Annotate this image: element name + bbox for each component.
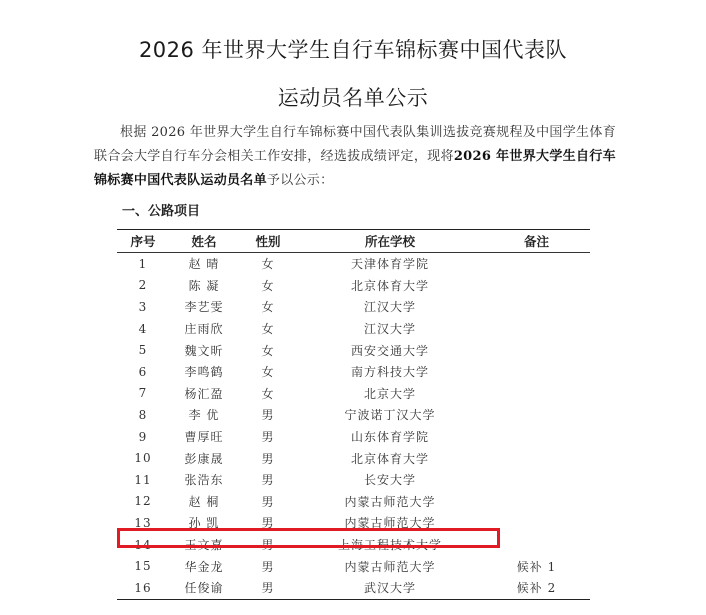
intro-text-part2: 予以公示： — [266, 173, 334, 188]
intro-text-bold: 2026 年世界大学生自行车锦标赛中国代表队运动员名单 — [94, 149, 616, 188]
athlete-note — [483, 318, 590, 340]
athlete-name: 华金龙 — [184, 559, 224, 574]
athlete-school: 武汉大学 — [297, 577, 483, 599]
row-number: 16 — [117, 577, 169, 599]
intro-text-part1: 根据 2026 年世界大学生自行车锦标赛中国代表队集训选拔竞赛规程及中国学生体育联合会大学自行车分会相关工作安排，经选拔成绩评定，现将 — [94, 125, 616, 164]
row-number: 7 — [138, 386, 148, 401]
athlete-note — [483, 447, 590, 469]
athlete-name: 赵 桐 — [188, 494, 220, 509]
athlete-gender: 女 — [261, 365, 275, 380]
table-row — [117, 339, 590, 361]
athlete-school: 内蒙古师范大学 — [344, 516, 436, 531]
row-number: 12 — [134, 494, 152, 509]
row-number: 2 — [138, 278, 148, 293]
athlete-school: 北京体育大学 — [350, 451, 429, 466]
row-number: 14 — [134, 537, 152, 552]
document-title-line2: 运动员名单公示 — [277, 86, 429, 110]
athlete-note — [483, 339, 590, 361]
table-row — [117, 447, 590, 469]
athlete-gender: 男 — [261, 538, 275, 553]
athlete-note — [483, 469, 590, 491]
header-name: 姓名 — [169, 230, 239, 253]
header-note: 备注 — [483, 230, 590, 253]
table-row — [117, 404, 590, 426]
athlete-school: 西安交通大学 — [350, 343, 429, 358]
athlete-name: 李艺雯 — [184, 300, 224, 315]
athlete-gender: 男 — [261, 559, 275, 574]
athlete-note — [483, 534, 590, 556]
athlete-gender: 男 — [261, 473, 275, 488]
athlete-school: 山东体育学院 — [350, 430, 429, 445]
athlete-name: 赵 晴 — [188, 257, 220, 272]
athlete-note — [483, 253, 590, 275]
document-title-line1: 2026 年世界大学生自行车锦标赛中国代表队 — [138, 38, 568, 62]
row-number: 15 — [134, 559, 152, 574]
table-row — [117, 426, 590, 448]
athlete-note: 候补 2 — [483, 577, 590, 599]
table-row — [117, 383, 590, 405]
athlete-gender: 男 — [261, 494, 275, 509]
athlete-name: 王文嘉 — [184, 538, 224, 553]
row-number: 5 — [138, 343, 148, 358]
athlete-gender: 女 — [261, 278, 275, 293]
athlete-gender: 女 — [261, 300, 275, 315]
athlete-gender: 男 — [239, 577, 297, 599]
athlete-gender: 女 — [261, 343, 275, 358]
athlete-name: 彭康晟 — [184, 451, 224, 466]
athlete-school: 江汉大学 — [363, 300, 416, 315]
row-number: 9 — [138, 429, 148, 444]
athlete-name: 李鸣鹤 — [184, 365, 224, 380]
athlete-name: 曹厚旺 — [184, 430, 224, 445]
athlete-name: 庄雨欣 — [184, 322, 224, 337]
roster-table-body — [117, 253, 590, 600]
row-number: 1 — [138, 256, 148, 271]
athlete-school: 北京大学 — [363, 386, 416, 401]
table-row — [117, 318, 590, 340]
table-row — [117, 275, 590, 297]
roster-table-header — [117, 230, 590, 253]
athlete-name: 魏文昕 — [184, 343, 224, 358]
row-number: 10 — [134, 451, 152, 466]
table-row — [117, 534, 590, 556]
athlete-school: 宁波诺丁汉大学 — [344, 408, 436, 423]
athlete-note — [483, 491, 590, 513]
athlete-gender: 男 — [261, 516, 275, 531]
athlete-name: 李 优 — [188, 408, 220, 423]
athlete-gender: 男 — [261, 451, 275, 466]
table-row — [117, 253, 590, 275]
athlete-note — [483, 361, 590, 383]
row-number: 8 — [138, 407, 148, 422]
athlete-note: 候补 1 — [516, 559, 557, 574]
athlete-gender: 男 — [261, 408, 275, 423]
athlete-note — [483, 275, 590, 297]
table-row — [117, 361, 590, 383]
athlete-school: 内蒙古师范大学 — [344, 559, 436, 574]
athlete-note — [483, 404, 590, 426]
athlete-name: 孙 凯 — [188, 516, 220, 531]
section-heading: 一、公路项目 — [122, 204, 201, 219]
athlete-note — [483, 383, 590, 405]
athlete-gender: 女 — [261, 386, 275, 401]
row-number: 11 — [134, 472, 152, 487]
athlete-school: 北京体育大学 — [350, 278, 429, 293]
athlete-note — [483, 426, 590, 448]
athlete-school: 南方科技大学 — [350, 365, 429, 380]
table-row — [117, 491, 590, 513]
row-number: 4 — [138, 321, 148, 336]
athlete-school: 上海工程技术大学 — [337, 538, 442, 553]
header-no: 序号 — [117, 230, 169, 253]
athlete-gender: 女 — [261, 322, 275, 337]
table-row — [117, 512, 590, 534]
header-row — [117, 230, 590, 253]
table-row — [117, 469, 590, 491]
header-gender: 性别 — [239, 230, 297, 253]
athlete-gender: 女 — [261, 257, 275, 272]
athlete-note — [483, 512, 590, 534]
row-number: 3 — [138, 299, 148, 314]
intro-paragraph — [94, 121, 616, 193]
athlete-name: 张浩东 — [184, 473, 224, 488]
athlete-gender: 男 — [261, 430, 275, 445]
row-number: 13 — [134, 515, 152, 530]
athlete-name: 任俊谕 — [169, 577, 239, 599]
athlete-school: 长安大学 — [363, 473, 416, 488]
athlete-school: 天津体育学院 — [350, 257, 429, 272]
athlete-school: 江汉大学 — [363, 322, 416, 337]
athlete-note — [483, 296, 590, 318]
roster-table — [117, 229, 590, 600]
header-school: 所在学校 — [297, 230, 483, 253]
row-number: 6 — [138, 364, 148, 379]
athlete-name: 陈 凝 — [188, 278, 220, 293]
table-row — [117, 555, 590, 577]
table-row — [117, 577, 590, 599]
athlete-name: 杨汇盈 — [184, 386, 224, 401]
athlete-school: 内蒙古师范大学 — [344, 494, 436, 509]
table-row — [117, 296, 590, 318]
